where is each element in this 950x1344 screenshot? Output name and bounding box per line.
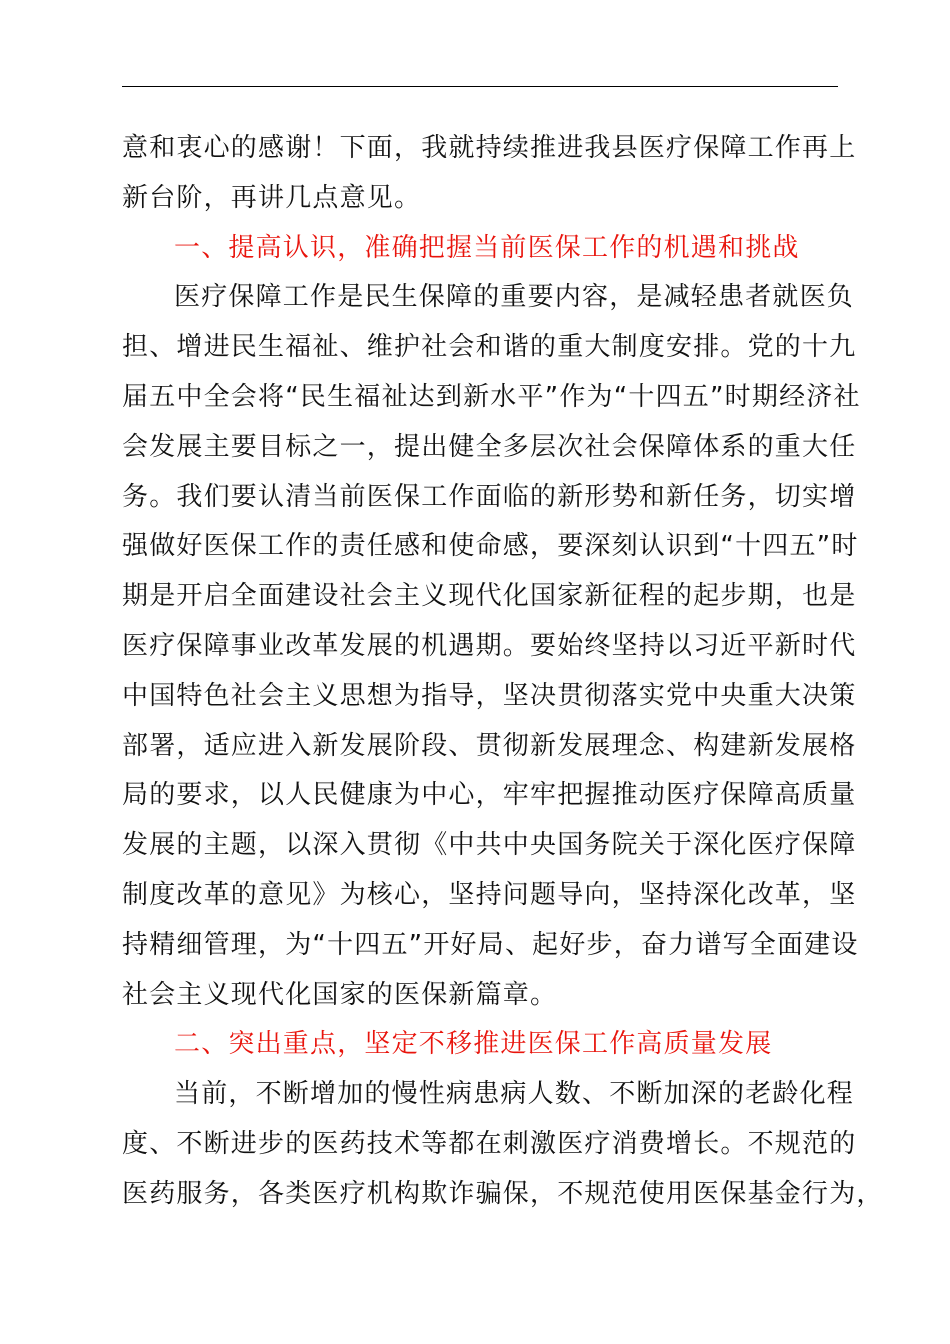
text-line: 发展的主题，以深入贯彻《中共中央国务院关于深化医疗保障 [122,830,857,861]
text-line: 当前，不断增加的慢性病患病人数、不断加深的老龄化程 [174,1079,855,1110]
text-line: 制度改革的意见》为核心，坚持问题导向，坚持深化改革，坚 [122,879,857,910]
text-line: 强做好医保工作的责任感和使命感，要深刻认识到“十四五”时 [122,531,859,562]
text-line: 部署，适应进入新发展阶段、贯彻新发展理念、构建新发展格 [122,730,857,761]
text-line: 届五中全会将“民生福祉达到新水平”作为“十四五”时期经济社 [122,381,861,412]
text-line: 医药服务，各类医疗机构欺诈骗保，不规范使用医保基金行为， [122,1178,884,1209]
document-body [122,124,884,1220]
text-line: 新台阶，再讲几点意见。 [122,182,422,213]
header-rule [122,86,838,87]
text-line: 务。我们要认清当前医保工作面临的新形势和新任务，切实增 [122,481,857,512]
text-line: 局的要求，以人民健康为中心，牢牢把握推动医疗保障高质量 [122,780,857,811]
text-line: 度、不断进步的医药技术等都在刺激医疗消费增长。不规范的 [122,1128,857,1159]
text-line: 期是开启全面建设社会主义现代化国家新征程的起步期，也是 [122,581,857,612]
text-line: 会发展主要目标之一，提出健全多层次社会保障体系的重大任 [122,431,857,462]
text-line: 医疗保障事业改革发展的机遇期。要始终坚持以习近平新时代 [122,630,857,661]
section-heading-2: 二、突出重点，坚定不移推进医保工作高质量发展 [174,1029,773,1060]
text-line: 社会主义现代化国家的医保新篇章。 [122,979,558,1010]
section-heading-1: 一、提高认识，准确把握当前医保工作的机遇和挑战 [174,232,800,263]
text-line: 医疗保障工作是民生保障的重要内容，是减轻患者就医负 [174,282,855,313]
text-line: 中国特色社会主义思想为指导，坚决贯彻落实党中央重大决策 [122,680,857,711]
text-line: 持精细管理，为“十四五”开好局、起好步，奋力谱写全面建设 [122,929,859,960]
text-line: 担、增进民生福祉、维护社会和谐的重大制度安排。党的十九 [122,332,857,363]
text-line: 意和衷心的感谢！下面，我就持续推进我县医疗保障工作再上 [122,133,857,163]
